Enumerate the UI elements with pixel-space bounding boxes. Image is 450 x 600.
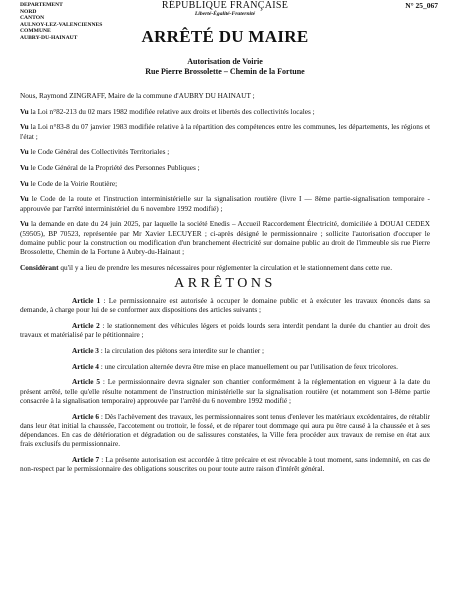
article-text: : Dès l'achèvement des travaux, les permissionnaires sont tenus d'enlever les matériaux excédentaires, de rétablir dans leur état initial la chaussée, l'accotement ou trottoir, le fossé, et de réparer tout dommage qui aura pu être causé à la chaussée et à ses dépendances. En cas de détérioration et dégradation ou de salissures constatées, la Ville fera procéder aux travaux de remise en état aux frais exclusifs du permissionnaire. (20, 411, 430, 449)
preamble-text: la demande en date du 24 juin 2025, par laquelle la société Enedis – Accueil Raccordement Électricité, domiciliée à DOUAI CEDEX (59505), BP 70523, représentée par Mr Xavier LECUYER ; ci-après désigné le permissionnaire ; sollicite l'autorisation d'occuper le domaine public pour la construction ou modification d'un branchement électricité sur domaine public au droit de l'immeuble sis rue Pierre Brossolette, Chemin de la Fortune à Aubry-du-Hainaut ; (20, 219, 430, 257)
arretons-heading: ARRÊTONS (174, 275, 276, 291)
article-paragraph (20, 362, 430, 371)
article-label: Article 7 (72, 455, 100, 465)
admin-line-commune-name: AUBRY-DU-HAINAUT (20, 34, 78, 41)
article-paragraph (20, 412, 430, 449)
preamble-lead: Vu (20, 178, 29, 188)
article-label: Article 2 (72, 320, 100, 330)
admin-line-canton: CANTON (20, 15, 45, 21)
article-text: : une circulation alternée devra être mise en place manuellement ou par l'utilisation de feux tricolores. (98, 361, 398, 371)
preamble-paragraph (20, 263, 430, 272)
article-label: Article 3 (72, 345, 99, 355)
preamble-paragraph (20, 107, 430, 116)
page-title: ARRÊTÉ DU MAIRE (141, 27, 309, 46)
article-label: Article 1 (72, 295, 101, 305)
preamble-text: la Loi n°82-213 du 02 mars 1982 modifiée relative aux droits et libertés des collectivités locales ; (28, 106, 315, 116)
preamble-text: Nous, Raymond ZINGRAFF, Maire de la commune d'AUBRY DU HAINAUT ; (20, 91, 255, 100)
preamble-lead: Vu (20, 106, 29, 116)
subtitle-line-2: Rue Pierre Brossolette – Chemin de la Fortune (145, 67, 305, 76)
article-paragraph (20, 296, 430, 315)
preamble-lead: Vu (20, 163, 29, 173)
republic-motto: Liberté-Égalité-Fraternité (194, 11, 256, 17)
article-paragraph (20, 346, 430, 355)
article-label: Article 4 (72, 361, 99, 371)
republic-header (0, 0, 450, 18)
article-text: : La présente autorisation est accordée à titre précaire et est révocable à tout moment, sans indemnité, en cas de non-respect par le permissionnaire des obligations souscrites ou pour toute autre raison d'intérêt général. (20, 455, 430, 474)
preamble-text: le Code Général des Collectivités Territoriales ; (28, 147, 170, 157)
article-paragraph (20, 321, 430, 340)
subtitle-line-1: Autorisation de Voirie (187, 57, 263, 66)
document-body (20, 91, 430, 480)
page-subtitle (0, 57, 450, 77)
preamble-lead: Vu (20, 147, 29, 157)
preamble-text: la Loi n°83-8 du 07 janvier 1983 modifiée relative à la répartition des compétences entre les communes, les départements, les régions et l'état ; (20, 122, 430, 141)
preamble-text: qu'il y a lieu de prendre les mesures nécessaires pour réglementer la circulation et le stationnement dans cette rue. (58, 262, 393, 272)
article-paragraph (20, 377, 430, 405)
preamble-paragraph (20, 163, 430, 172)
article-label: Article 5 (72, 377, 100, 387)
preamble-lead: Vu (20, 122, 29, 132)
preamble-paragraph (20, 91, 430, 100)
article-text: : la circulation des piétons sera interdite sur le chantier ; (98, 345, 265, 355)
document-number: N° 25_067 (405, 1, 438, 10)
article-text: : Le permissionnaire devra signaler son chantier conformément à la réglementation en vigueur à la date du présent arrêté, telle qu'elle résulte notamment de l'instruction ministérielle sur la signalisation routière (et notamment son I-8ème partie consacrée à la signalisation temporaire) approuvée par l'arrêté du 6 novembre 1992 modifié ; (20, 377, 430, 405)
republic-title: RÉPUBLIQUE FRANÇAISE (161, 0, 289, 11)
preamble-text: le Code de la route et l'instruction interministérielle sur la signalisation routière (livre I — 8ème partie-signalisation temporaire - approuvée par l'arrêté interministériel du 6 novembre 1992 modifié) ; (20, 194, 430, 213)
article-text: : le stationnement des véhicules légers et poids lourds sera interdit pendant la durée du chantier au droit des travaux et matérialisé par le pétitionnaire ; (20, 320, 430, 340)
article-text: : Le permissionnaire est autorisée à occuper le domaine public et à exécuter les travaux énoncés dans sa demande, à charge pour lui de se conformer aux dispositions des articles suivants ; (20, 295, 430, 315)
preamble-paragraph (20, 147, 430, 156)
admin-line-commune: COMMUNE (20, 28, 51, 34)
preamble-lead: Vu (20, 194, 29, 204)
admin-line-department: DEPARTEMENT (20, 2, 63, 8)
preamble-paragraph (20, 219, 430, 256)
preamble-lead: Vu (20, 219, 29, 229)
admin-line-canton-name: AULNOY-LEZ-VALENCIENNES (20, 21, 103, 28)
article-paragraph (20, 455, 430, 474)
preamble-text: le Code de la Voirie Routière; (28, 178, 118, 188)
article-label: Article 6 (72, 411, 99, 421)
preamble-paragraph (20, 194, 430, 213)
preamble-paragraph (20, 122, 430, 141)
preamble-lead: Considérant (20, 262, 59, 272)
admin-line-department-name: NORD (20, 8, 37, 15)
preamble-paragraph (20, 179, 430, 188)
preamble-text: le Code Général de la Propriété des Personnes Publiques ; (28, 163, 200, 173)
